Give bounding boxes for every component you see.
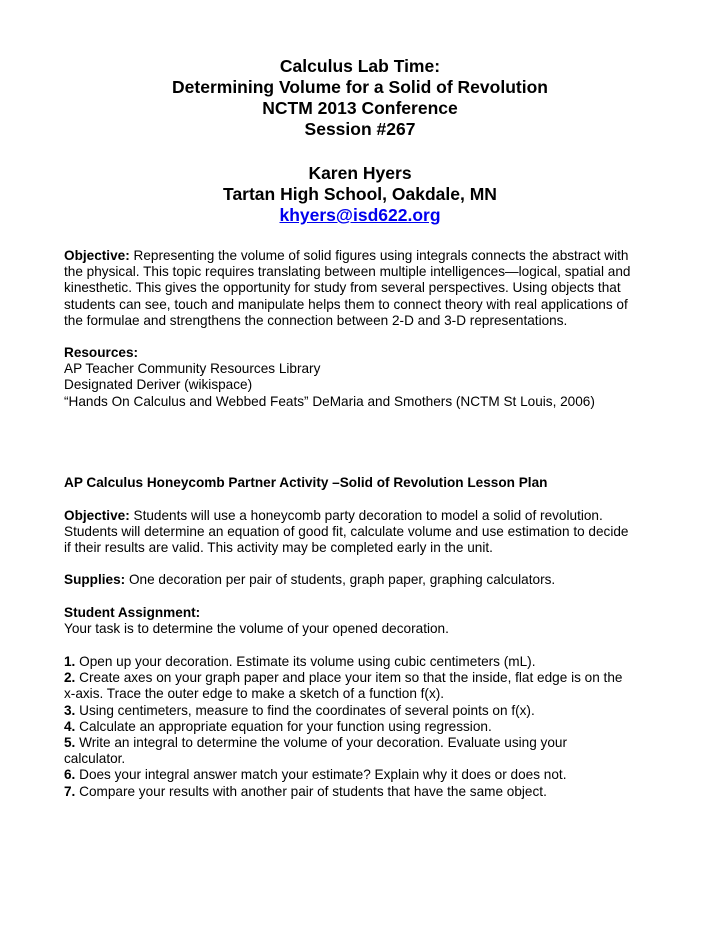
objective-text-1: Representing the volume of solid figures using integrals connects the abstract with <box>129 248 629 263</box>
lesson-heading-section <box>64 475 664 491</box>
resource-item-1: AP Teacher Community Resources Library <box>64 361 321 377</box>
step-text: Create axes on your graph paper and place your item so that the inside, flat edge is on the <box>75 670 623 686</box>
step-text: Using centimeters, measure to find the coordinates of several points on f(x). <box>75 702 535 718</box>
step-item <box>64 735 664 751</box>
step-item <box>64 719 664 735</box>
step-number: 2. <box>64 670 76 686</box>
step-item <box>64 654 664 670</box>
step-number: 7. <box>64 783 76 799</box>
assignment-label: Student Assignment: <box>64 605 201 620</box>
steps-list <box>64 654 664 800</box>
lesson-objective-text-1: Students will use a honeycomb party decoration to model a solid of revolution. <box>129 508 603 523</box>
step-number: 6. <box>64 767 76 783</box>
supplies-label: Supplies: <box>64 572 126 587</box>
step-text: Calculate an appropriate equation for your function using regression. <box>75 718 492 734</box>
resources-section <box>64 345 664 410</box>
resources-label: Resources: <box>64 345 139 360</box>
step-number: 1. <box>64 654 76 669</box>
title-line-3: NCTM 2013 Conference <box>262 98 458 118</box>
objective-section <box>64 248 664 329</box>
objective-text-5: the formulae and strengthens the connection between 2-D and 3-D representations. <box>64 312 568 328</box>
step-text: Compare your results with another pair of students that have the same object. <box>75 783 547 799</box>
title-line-4: Session #267 <box>304 119 416 139</box>
step-text-continued: x-axis. Trace the outer edge to make a sketch of a function f(x). <box>64 686 445 702</box>
resource-item-2: Designated Deriver (wikispace) <box>64 377 253 393</box>
author-school: Tartan High School, Oakdale, MN <box>223 184 497 204</box>
author-block <box>0 163 720 226</box>
title-block <box>0 56 720 140</box>
step-number: 5. <box>64 735 76 751</box>
step-text: Does your integral answer match your estimate? Explain why it does or does not. <box>75 767 567 783</box>
step-number: 4. <box>64 718 76 734</box>
lesson-objective-text-3: if their results are valid. This activity may be completed early in the unit. <box>64 540 493 556</box>
assignment-text: Your task is to determine the volume of your opened decoration. <box>64 621 449 637</box>
lesson-objective-label: Objective: <box>64 508 130 523</box>
author-email-link[interactable]: khyers@isd622.org <box>279 205 441 225</box>
lesson-objective-section <box>64 508 664 557</box>
objective-text-3: kinesthetic. This gives the opportunity for study from several perspectives. Using objects that <box>64 280 621 296</box>
step-item <box>64 703 664 719</box>
step-text: Open up your decoration. Estimate its volume using cubic centimeters (mL). <box>75 654 536 669</box>
resource-item-3: “Hands On Calculus and Webbed Feats” DeMaria and Smothers (NCTM St Louis, 2006) <box>64 393 595 409</box>
step-item <box>64 784 664 800</box>
author-name: Karen Hyers <box>308 163 412 183</box>
objective-text-4: students can see, touch and manipulate helps them to connect theory with real applications of <box>64 296 628 312</box>
step-item <box>64 767 664 783</box>
objective-text-2: the physical. This topic requires translating between multiple intelligences—logical, spatial and <box>64 264 631 280</box>
step-text: Write an integral to determine the volume of your decoration. Evaluate using your <box>75 735 568 751</box>
lesson-heading: AP Calculus Honeycomb Partner Activity –Solid of Revolution Lesson Plan <box>64 475 548 490</box>
assignment-section <box>64 605 664 637</box>
objective-label: Objective: <box>64 248 130 263</box>
step-text-continued: calculator. <box>64 751 126 767</box>
step-number: 3. <box>64 702 76 718</box>
step-item <box>64 670 664 686</box>
supplies-section <box>64 572 664 588</box>
supplies-text: One decoration per pair of students, graph paper, graphing calculators. <box>125 572 556 587</box>
lesson-objective-text-2: Students will determine an equation of good fit, calculate volume and use estimation to decide <box>64 524 629 540</box>
title-line-2: Determining Volume for a Solid of Revolution <box>172 77 548 97</box>
title-line-1: Calculus Lab Time: <box>279 56 441 76</box>
